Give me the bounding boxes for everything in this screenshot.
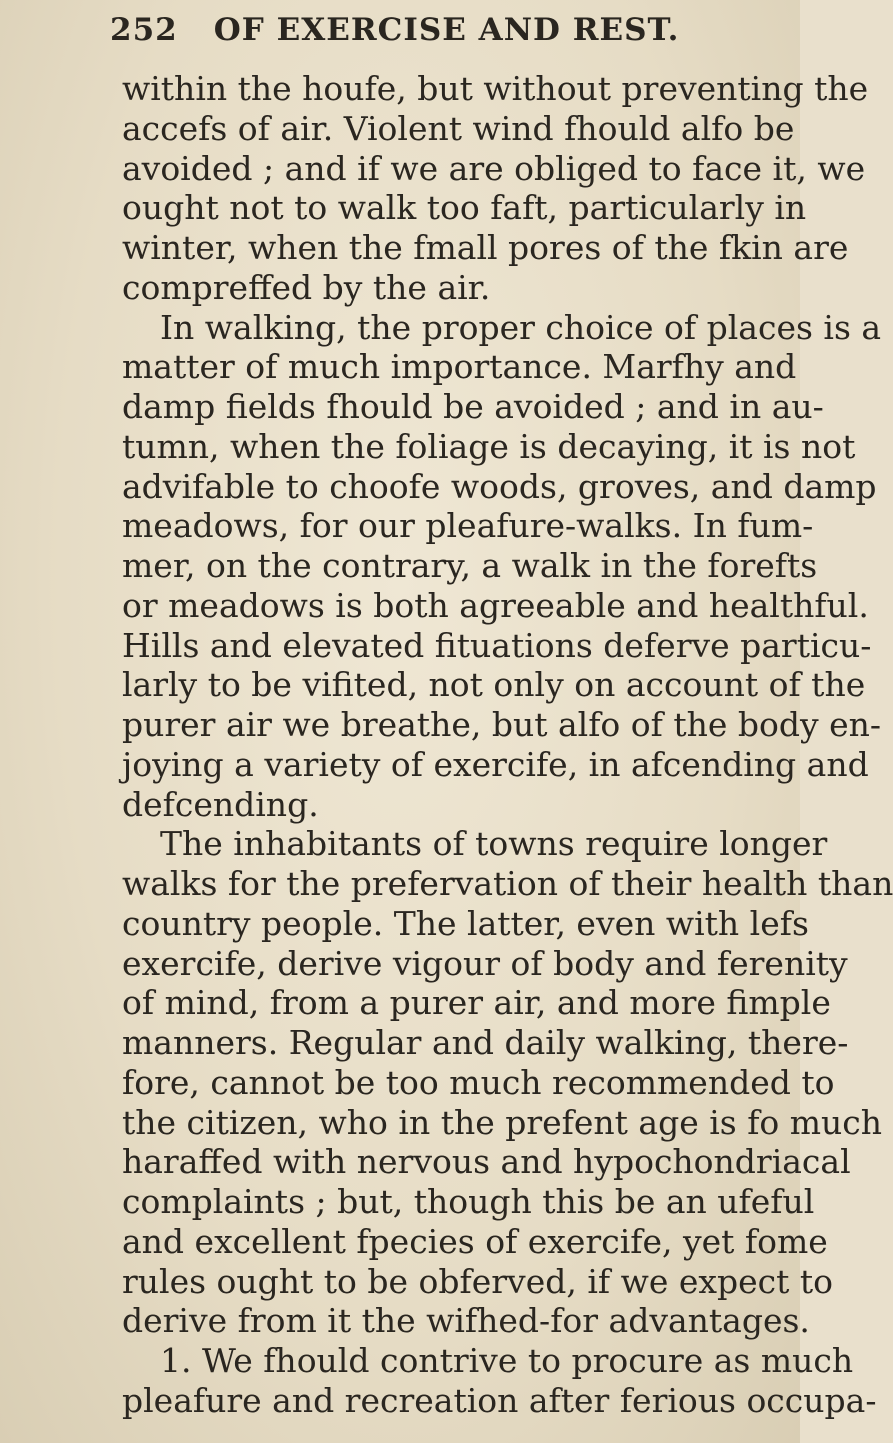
text-line: of mind, from a purer air, and more fimple bbox=[122, 983, 831, 1023]
text-line: damp fields fhould be avoided ; and in au- bbox=[122, 387, 824, 427]
text-line: The inhabitants of towns require longer bbox=[160, 824, 828, 864]
text-line: haraffed with nervous and hypochondriacal bbox=[122, 1142, 851, 1182]
text-line: rules ought to be obferved, if we expect to bbox=[122, 1261, 834, 1301]
page-number: 252 bbox=[110, 12, 178, 48]
text-line: advifable to choofe woods, groves, and damp bbox=[122, 466, 877, 506]
text-line: accefs of air. Violent wind fhould alfo be bbox=[122, 108, 795, 148]
text-line: winter, when the fmall pores of the fkin are bbox=[122, 228, 849, 268]
text-line: walks for the prefervation of their health than bbox=[122, 864, 893, 904]
text-line: complaints ; but, though this be an ufeful bbox=[122, 1182, 815, 1222]
running-title: OF EXERCISE AND REST. bbox=[213, 12, 680, 48]
text-line: 1. We fhould contrive to procure as much bbox=[160, 1341, 854, 1381]
text-line: matter of much importance. Marfhy and bbox=[122, 347, 797, 387]
text-line: mer, on the contrary, a walk in the forefts bbox=[122, 546, 818, 586]
text-line: larly to be vifited, not only on account of the bbox=[122, 665, 866, 705]
text-line: manners. Regular and daily walking, there- bbox=[122, 1023, 849, 1063]
text-line: and excellent fpecies of exercife, yet fome bbox=[122, 1221, 828, 1261]
text-line: tumn, when the foliage is decaying, it is not bbox=[122, 426, 856, 466]
text-line: the citizen, who in the prefent age is fo much bbox=[122, 1102, 883, 1142]
text-line: Hills and elevated fituations deferve particu- bbox=[122, 625, 872, 665]
text-line: or meadows is both agreeable and healthful. bbox=[122, 585, 869, 625]
text-line: In walking, the proper choice of places is a bbox=[160, 307, 882, 347]
text-line: country people. The latter, even with lefs bbox=[122, 903, 809, 943]
text-line: purer air we breathe, but alfo of the body en- bbox=[122, 705, 882, 745]
text-line: pleafure and recreation after ferious occupa- bbox=[122, 1381, 877, 1420]
text-line: meadows, for our pleafure-walks. In fum- bbox=[122, 506, 814, 546]
text-line: defcending. bbox=[122, 784, 319, 824]
text-line: fore, cannot be too much recommended to bbox=[122, 1062, 835, 1102]
text-line: avoided ; and if we are obliged to face it, we bbox=[122, 148, 866, 188]
text-line: ought not to walk too faft, particularly in bbox=[122, 188, 807, 228]
text-line: exercife, derive vigour of body and ferenity bbox=[122, 943, 848, 983]
text-line: within the houfe, but without preventing the bbox=[122, 69, 869, 108]
text-line: derive from it the wifhed-for advantages. bbox=[122, 1301, 810, 1341]
text-line: joying a variety of exercife, in afcending and bbox=[122, 744, 869, 784]
text-line: compreffed by the air. bbox=[122, 267, 491, 307]
